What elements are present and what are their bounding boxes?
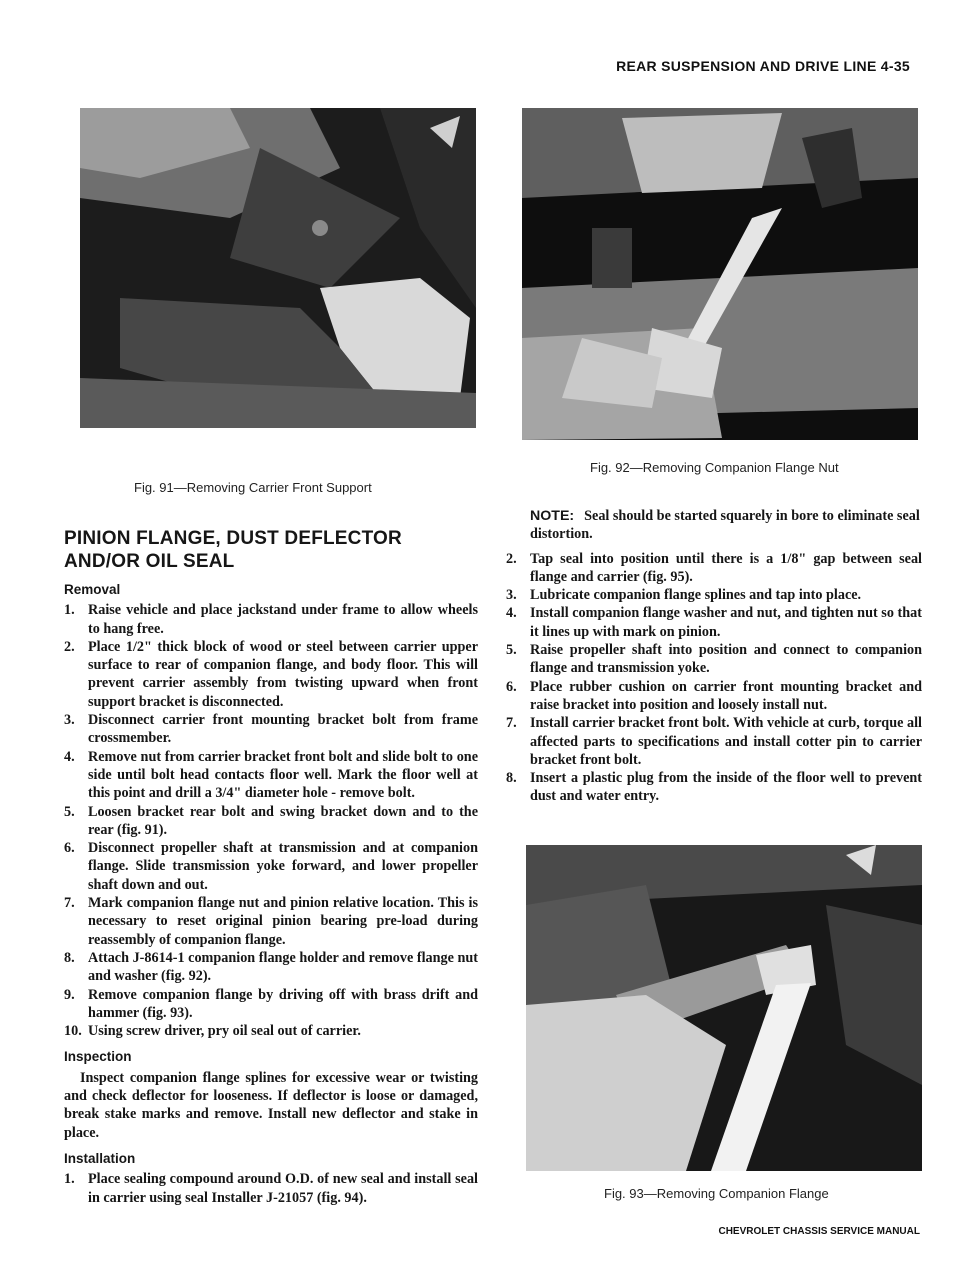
list-item: 7. Install carrier bracket front bolt. With vehicle at curb, torque all affected parts to specifications and install cotter pin to carrier bracket front bolt. [506,715,922,768]
fig-93-caption: Fig. 93—Removing Companion Flange [604,1186,829,1201]
installation-steps-continued [506,550,922,806]
list-item: 6. Disconnect propeller shaft at transmission and at companion flange. Slide transmission yoke forward, and lower propeller shaft down and out. [64,840,478,893]
page-footer: CHEVROLET CHASSIS SERVICE MANUAL [718,1226,920,1237]
note-label: NOTE: [530,508,575,524]
list-item: 8. Insert a plastic plug from the inside of the floor well to prevent dust and water entry. [506,770,922,805]
fig-91-photo [80,108,476,428]
right-column [506,507,922,806]
installation-heading: Installation [64,1150,136,1166]
list-item: 4. Remove nut from carrier bracket front bolt and slide bolt to one side until bolt head contacts floor well. Mark the floor well at this point and drill a 3/4" diameter hole - remove bolt. [64,748,478,802]
list-item: 1. Raise vehicle and place jackstand under frame to allow wheels to hang free. [64,602,478,637]
installation-note: NOTE: Seal should be started squarely in bore to eliminate seal distortion. [530,508,920,543]
list-item: 5. Loosen bracket rear bolt and swing bracket down and to the rear (fig. 91). [64,803,478,838]
list-item: 2. Tap seal into position until there is a 1/8" gap between seal flange and carrier (fig. 95). [506,550,922,585]
fig-91-caption: Fig. 91—Removing Carrier Front Support [134,480,372,495]
fig-92-photo [522,108,918,440]
inspection-heading: Inspection [64,1049,132,1065]
fig-93-photo [526,845,922,1171]
list-item: 1. Place sealing compound around O.D. of new seal and install seal in carrier using seal Installer J-21057 (fig. 94). [64,1171,478,1206]
list-item: 6. Place rubber cushion on carrier front mounting bracket and raise bracket into position and loosely install nut. [506,678,922,713]
list-item: 3. Disconnect carrier front mounting bracket bolt from frame crossmember. [64,712,478,747]
list-item: 3. Lubricate companion flange splines and tap into place. [506,587,862,604]
fig-92-caption: Fig. 92—Removing Companion Flange Nut [590,460,839,475]
removal-heading: Removal [64,582,121,597]
installation-steps [64,1170,478,1207]
section-title: PINION FLANGE, DUST DEFLECTOR AND/OR OIL SEAL [64,528,402,572]
list-item: 10. Using screw driver, pry oil seal out of carrier. [64,1023,361,1040]
list-item: 7. Mark companion flange nut and pinion relative location. This is necessary to reset original pinion bearing pre-load during reassembly of companion flange. [64,895,478,948]
list-item: 8. Attach J-8614-1 companion flange holder and remove flange nut and washer (fig. 92). [64,949,478,985]
list-item: 9. Remove companion flange by driving off with brass drift and hammer (fig. 93). [64,986,478,1021]
left-column [64,527,478,1207]
inspection-text: Inspect companion flange splines for excessive wear or twisting and check deflector for looseness. If deflector is loose or damaged, break stake marks and remove. Install new deflector and stake in place. [64,1069,478,1141]
list-item: 5. Raise propeller shaft into position and connect to companion flange and transmission yoke. [506,642,922,677]
list-item: 4. Install companion flange washer and nut, and tighten nut so that it lines up with mark on pinion. [506,605,922,640]
list-item: 2. Place 1/2" thick block of wood or steel between carrier upper surface to rear of companion flange, and body floor. This will prevent carrier assembly from twisting upward when front support bracket is disconnected. [64,638,478,710]
removal-steps [64,601,478,1040]
page-header: REAR SUSPENSION AND DRIVE LINE 4-35 [616,58,910,74]
